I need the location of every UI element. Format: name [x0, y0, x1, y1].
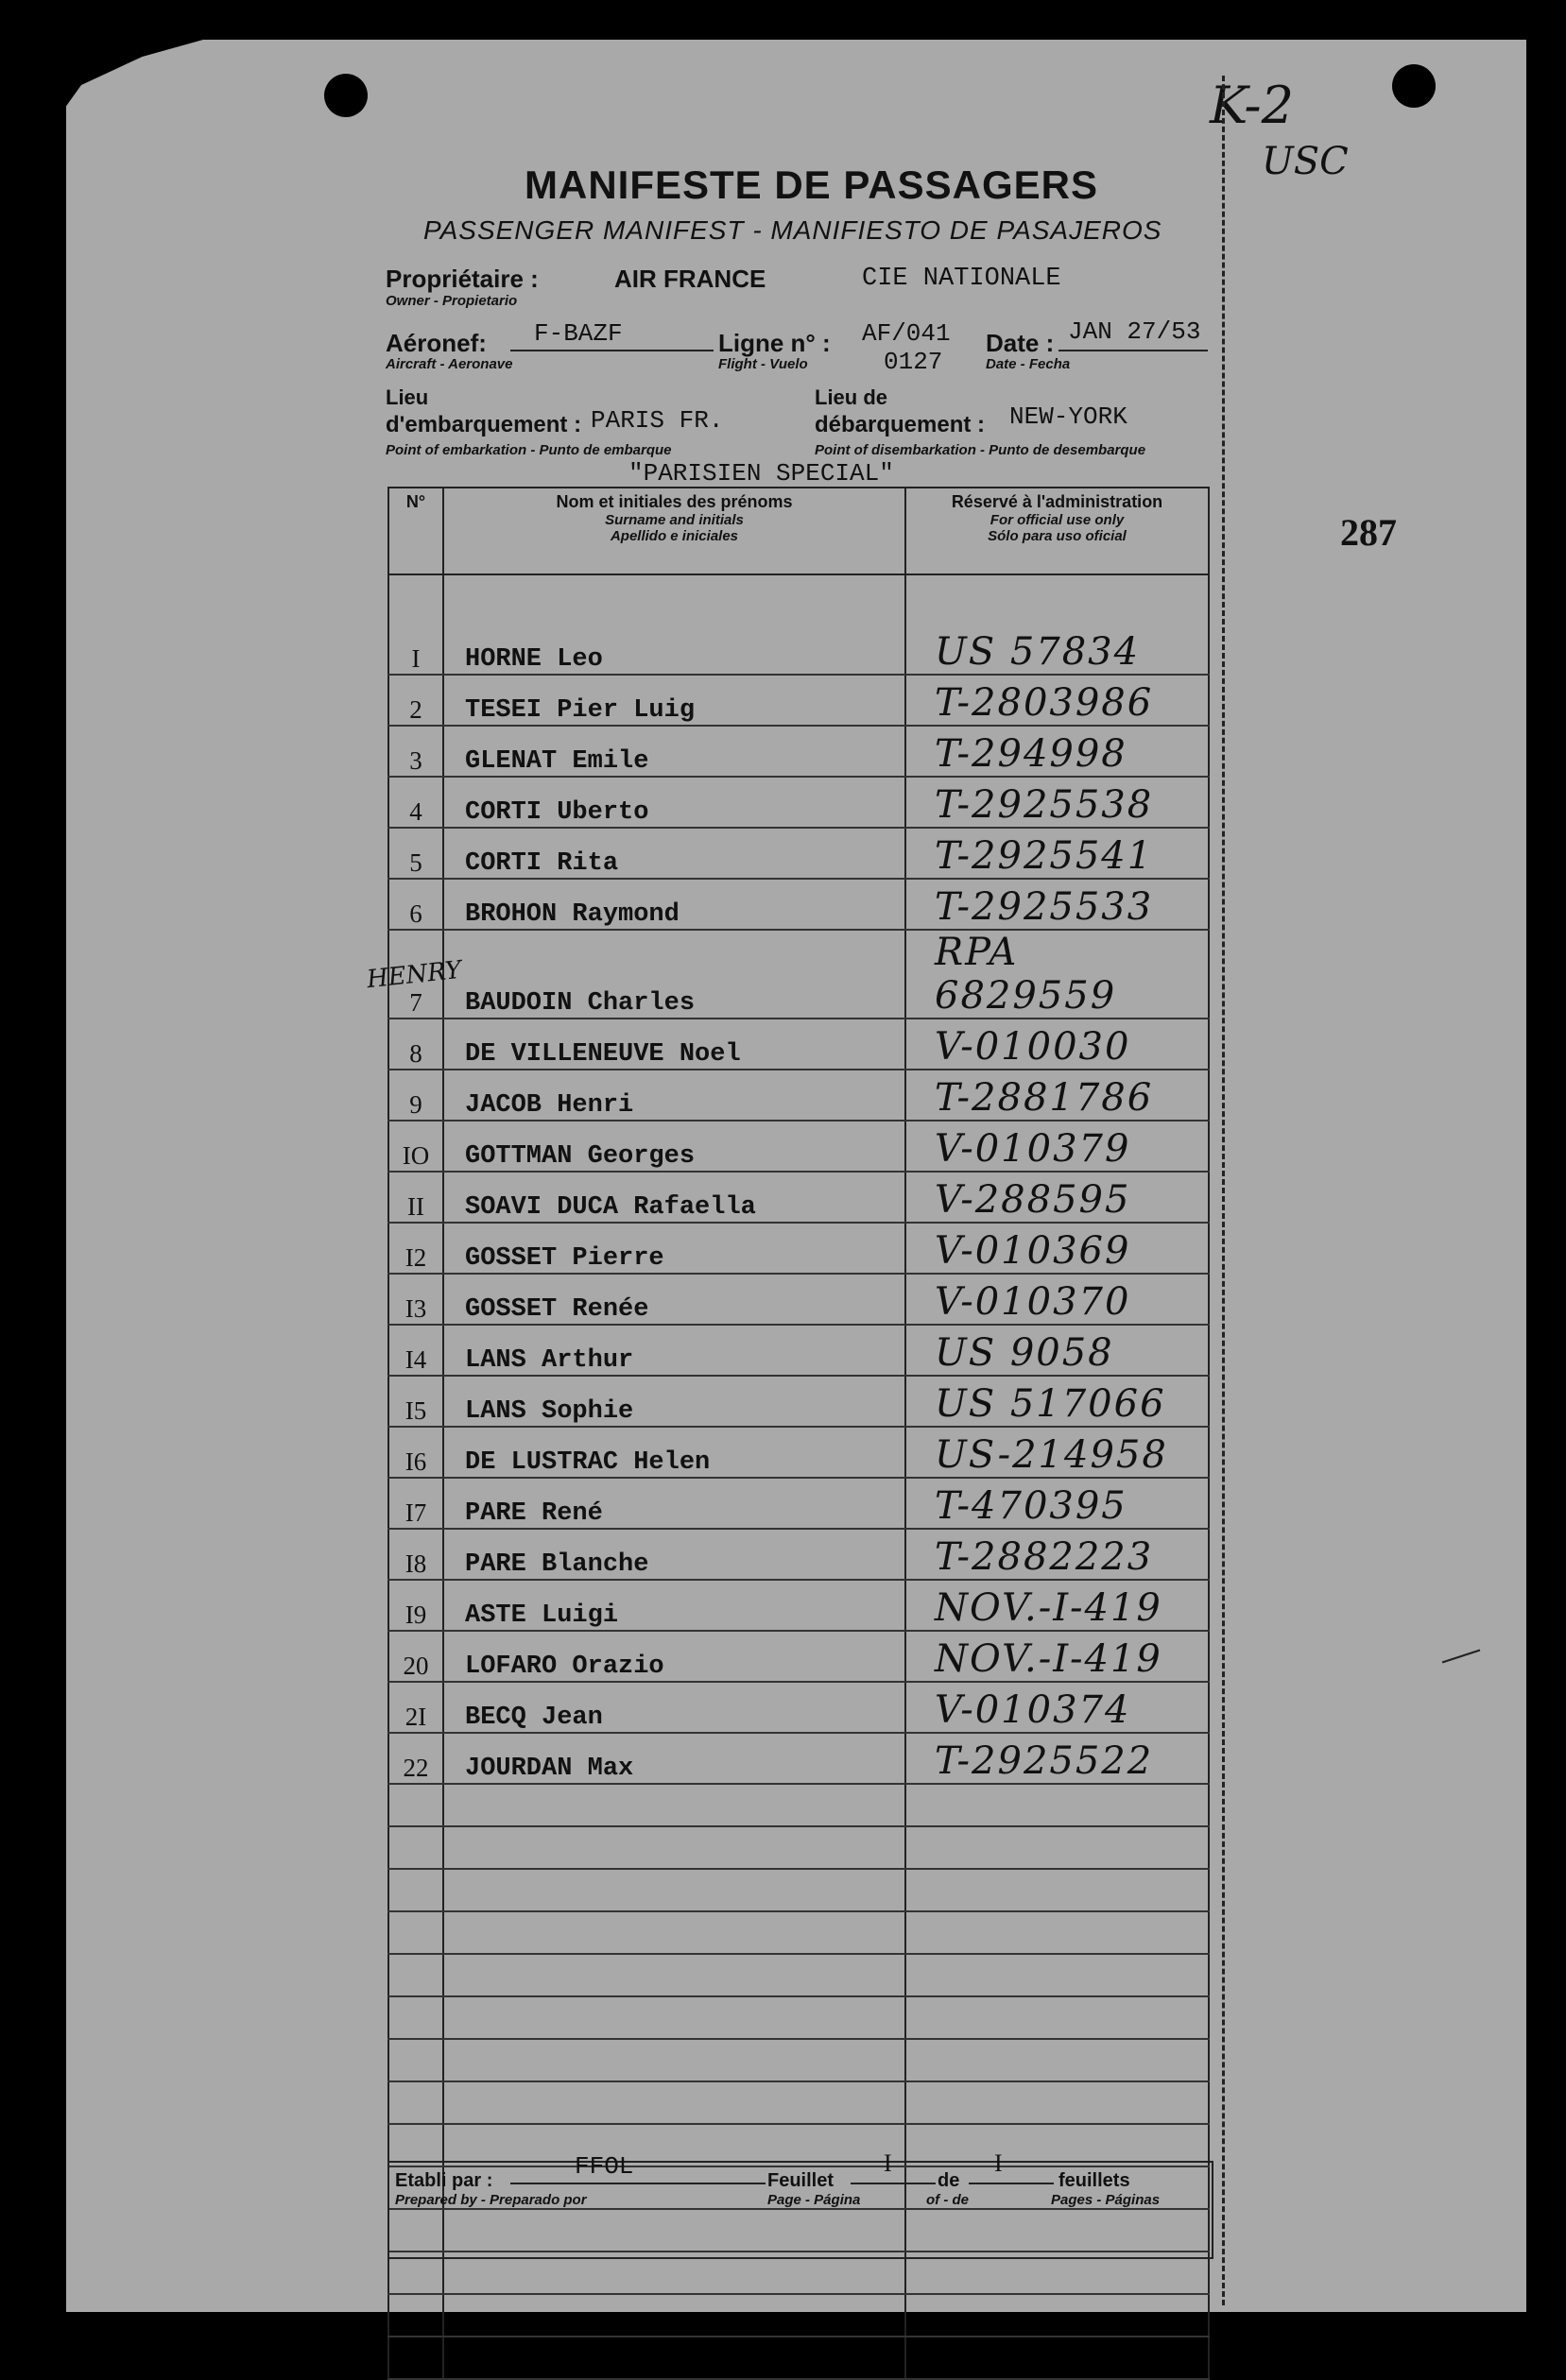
empty-cell — [388, 1826, 443, 1869]
passenger-name: PARE Blanche — [443, 1529, 905, 1580]
prepared-sub: Prepared by - Preparado por — [395, 2192, 587, 2208]
row-number: 22 — [388, 1733, 443, 1784]
official-number: US-214958 — [905, 1427, 1209, 1478]
empty-cell — [388, 2337, 443, 2379]
empty-cell — [905, 1784, 1209, 1826]
prepared-value: FFOL — [575, 2152, 634, 2181]
empty-row — [388, 1996, 1209, 2039]
col-name-header: Nom et initiales des prénoms Surname and initials Apellido e iniciales — [443, 488, 905, 574]
prepared-label: Etabli par : — [395, 2170, 493, 2191]
table-row — [388, 675, 1209, 726]
passenger-name: DE LUSTRAC Helen — [443, 1427, 905, 1478]
empty-cell — [905, 1996, 1209, 2039]
official-number: US 57834 — [905, 625, 1209, 675]
official-number: T-2925533 — [905, 879, 1209, 930]
official-number: T-470395 — [905, 1478, 1209, 1529]
table-row — [388, 1631, 1209, 1682]
empty-cell — [905, 2337, 1209, 2379]
disembark-value: NEW-YORK — [1009, 402, 1127, 431]
empty-cell — [905, 1826, 1209, 1869]
official-number: V-010379 — [905, 1121, 1209, 1172]
passenger-name: JACOB Henri — [443, 1070, 905, 1121]
disembark-sub: Point of disembarkation - Punto de desembarque — [815, 442, 1146, 458]
row-number: I3 — [388, 1274, 443, 1325]
table-row — [388, 1070, 1209, 1121]
owner-value: AIR FRANCE — [614, 265, 766, 293]
passenger-name: LANS Arthur — [443, 1325, 905, 1376]
passenger-name: GOSSET Pierre — [443, 1223, 905, 1274]
empty-cell — [443, 1996, 905, 2039]
aircraft-value: F-BAZF — [534, 319, 623, 348]
embark-value: PARIS FR. — [591, 406, 724, 435]
embark-label-2: d'embarquement : — [386, 412, 582, 437]
empty-row — [388, 1784, 1209, 1826]
passenger-name: JOURDAN Max — [443, 1733, 905, 1784]
table-row — [388, 1580, 1209, 1631]
sheets-label: feuillets — [1058, 2170, 1130, 2191]
row-number: 4 — [388, 777, 443, 828]
row-number: 3 — [388, 726, 443, 777]
passenger-name: PARE René — [443, 1478, 905, 1529]
row-number: 2 — [388, 675, 443, 726]
row-number: 5 — [388, 828, 443, 879]
table-row — [388, 777, 1209, 828]
embark-label-1: Lieu — [386, 385, 429, 409]
prepared-underline — [510, 2183, 766, 2184]
official-number: US 517066 — [905, 1376, 1209, 1427]
empty-cell — [443, 2081, 905, 2124]
flight-label: Ligne n° : — [718, 329, 831, 357]
row-number: I6 — [388, 1427, 443, 1478]
table-row — [388, 1376, 1209, 1427]
flight-sub: Flight - Vuelo — [718, 356, 808, 372]
empty-cell — [443, 1869, 905, 1911]
official-number: V-010030 — [905, 1019, 1209, 1070]
passenger-name: LOFARO Orazio — [443, 1631, 905, 1682]
row-number: I2 — [388, 1223, 443, 1274]
special-flight-name: "PARISIEN SPECIAL" — [628, 459, 894, 488]
official-number: T-2925541 — [905, 828, 1209, 879]
embark-sub: Point of embarkation - Punto de embarque — [386, 442, 672, 458]
disembark-label-1: Lieu de — [815, 385, 888, 409]
official-number: T-2881786 — [905, 1070, 1209, 1121]
of-underline — [969, 2183, 1054, 2184]
corner-annotation: K-2 — [1210, 76, 1295, 135]
official-number: V-010370 — [905, 1274, 1209, 1325]
empty-cell — [905, 1954, 1209, 1996]
official-number: NOV.-I-419 — [905, 1580, 1209, 1631]
official-number: US 9058 — [905, 1325, 1209, 1376]
empty-cell — [388, 1954, 443, 1996]
aircraft-sub: Aircraft - Aeronave — [386, 356, 513, 372]
date-label: Date : — [986, 329, 1055, 357]
flight-value-2: 0127 — [884, 348, 943, 376]
passenger-name: BROHON Raymond — [443, 879, 905, 930]
of-label: de — [938, 2170, 960, 2191]
table-row — [388, 930, 1209, 1019]
table-row — [388, 1274, 1209, 1325]
table-row — [388, 1529, 1209, 1580]
empty-cell — [388, 1869, 443, 1911]
empty-cell — [388, 2081, 443, 2124]
passenger-name: SOAVI DUCA Rafaella — [443, 1172, 905, 1223]
row-number: 8 — [388, 1019, 443, 1070]
table-row — [388, 625, 1209, 675]
empty-row — [388, 1911, 1209, 1954]
row-number: I4 — [388, 1325, 443, 1376]
sheet-label: Feuillet — [767, 2170, 835, 2191]
empty-cell — [905, 2039, 1209, 2081]
owner-label: Propriétaire : — [386, 265, 539, 293]
passenger-name: GOSSET Renée — [443, 1274, 905, 1325]
official-number: T-2925538 — [905, 777, 1209, 828]
official-number: T-2925522 — [905, 1733, 1209, 1784]
empty-row — [388, 1954, 1209, 1996]
row-number: IO — [388, 1121, 443, 1172]
passenger-name: CORTI Rita — [443, 828, 905, 879]
perforation-line — [1222, 76, 1225, 2305]
official-number: V-010369 — [905, 1223, 1209, 1274]
page-number: 287 — [1340, 511, 1397, 554]
page-title: MANIFESTE DE PASSAGERS — [525, 163, 1098, 207]
official-number: V-288595 — [905, 1172, 1209, 1223]
aircraft-underline — [510, 350, 714, 351]
passenger-name: GLENAT Emile — [443, 726, 905, 777]
empty-row — [388, 1869, 1209, 1911]
passenger-table — [387, 487, 1210, 2380]
row-number: I5 — [388, 1376, 443, 1427]
row-number: I — [388, 625, 443, 675]
passenger-name: LANS Sophie — [443, 1376, 905, 1427]
table-row — [388, 828, 1209, 879]
empty-cell — [388, 1784, 443, 1826]
row-number: II — [388, 1172, 443, 1223]
row-number: 7 — [388, 930, 443, 1019]
empty-cell — [388, 1996, 443, 2039]
row-number: 6 — [388, 879, 443, 930]
official-number: T-294998 — [905, 726, 1209, 777]
empty-cell — [443, 1826, 905, 1869]
sheets-sub: Pages - Páginas — [1051, 2192, 1161, 2208]
empty-cell — [443, 2294, 905, 2337]
empty-cell — [443, 1784, 905, 1826]
empty-row — [388, 2337, 1209, 2379]
row-number: 9 — [388, 1070, 443, 1121]
sheet-value: I — [884, 2149, 892, 2177]
empty-cell — [443, 2039, 905, 2081]
owner-sub: Owner - Propietario — [386, 293, 518, 309]
col-no-header: N° — [388, 488, 443, 574]
sheet-underline — [851, 2183, 936, 2184]
table-row — [388, 879, 1209, 930]
table-row — [388, 1733, 1209, 1784]
empty-row — [388, 2039, 1209, 2081]
of-value: I — [994, 2149, 1003, 2177]
aircraft-label: Aéronef: — [386, 329, 487, 357]
date-value: JAN 27/53 — [1068, 317, 1201, 346]
row-number: I8 — [388, 1529, 443, 1580]
date-underline — [1058, 350, 1208, 351]
row-number: 2I — [388, 1682, 443, 1733]
passenger-name: BAUDOIN Charles — [443, 930, 905, 1019]
punch-hole-right — [1392, 64, 1436, 108]
flight-value: AF/041 — [862, 319, 951, 348]
row-number: 20 — [388, 1631, 443, 1682]
empty-cell — [905, 1911, 1209, 1954]
table-row — [388, 1478, 1209, 1529]
punch-hole-left — [324, 74, 368, 117]
table-row — [388, 1223, 1209, 1274]
empty-cell — [905, 2294, 1209, 2337]
official-number: NOV.-I-419 — [905, 1631, 1209, 1682]
empty-cell — [443, 1911, 905, 1954]
table-row — [388, 1172, 1209, 1223]
empty-cell — [905, 2081, 1209, 2124]
passenger-name: BECQ Jean — [443, 1682, 905, 1733]
row-number: I9 — [388, 1580, 443, 1631]
empty-row — [388, 2081, 1209, 2124]
sheet-sub: Page - Página — [767, 2192, 861, 2208]
col-official-header: Réservé à l'administration For official use only Sólo para uso oficial — [905, 488, 1209, 574]
official-number: V-010374 — [905, 1682, 1209, 1733]
official-number: RPA 6829559 — [905, 930, 1209, 1019]
disembark-label-2: débarquement : — [815, 412, 986, 437]
official-number: T-2803986 — [905, 675, 1209, 726]
owner-extra: CIE NATIONALE — [862, 265, 1061, 293]
official-number: T-2882223 — [905, 1529, 1209, 1580]
passenger-name: CORTI Uberto — [443, 777, 905, 828]
empty-cell — [905, 1869, 1209, 1911]
table-row — [388, 1325, 1209, 1376]
passenger-name: TESEI Pier Luig — [443, 675, 905, 726]
empty-cell — [388, 2039, 443, 2081]
empty-cell — [388, 1911, 443, 1954]
date-sub: Date - Fecha — [986, 356, 1071, 372]
passenger-name: DE VILLENEUVE Noel — [443, 1019, 905, 1070]
corner-annotation-2: USC — [1262, 140, 1349, 183]
empty-cell — [443, 2337, 905, 2379]
passenger-name: ASTE Luigi — [443, 1580, 905, 1631]
empty-row — [388, 1826, 1209, 1869]
of-sub: of - de — [926, 2192, 969, 2208]
scan-edge — [1526, 40, 1566, 2312]
table-row — [388, 1121, 1209, 1172]
table-row — [388, 726, 1209, 777]
passenger-name: GOTTMAN Georges — [443, 1121, 905, 1172]
page-subtitle: PASSENGER MANIFEST - MANIFIESTO DE PASAJEROS — [423, 215, 1162, 245]
empty-cell — [388, 2294, 443, 2337]
empty-cell — [443, 1954, 905, 1996]
table-row — [388, 1019, 1209, 1070]
table-row — [388, 1682, 1209, 1733]
empty-row — [388, 2294, 1209, 2337]
henry-annotation: HENRY — [365, 955, 463, 995]
row-number: I7 — [388, 1478, 443, 1529]
passenger-name: HORNE Leo — [443, 625, 905, 675]
table-row — [388, 1427, 1209, 1478]
